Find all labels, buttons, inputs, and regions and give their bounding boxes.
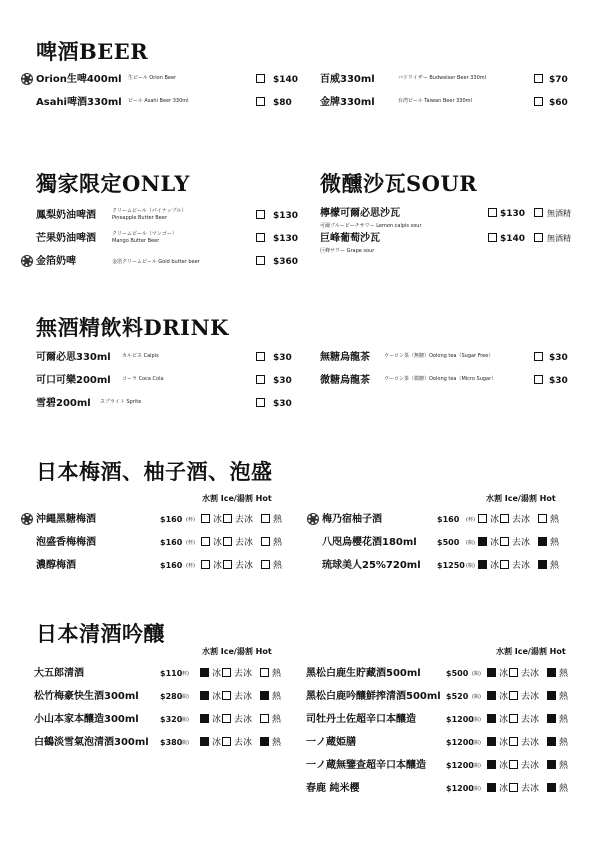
ice-label: 冰	[499, 715, 509, 725]
item-desc: スプライト Sprite	[100, 399, 142, 405]
ice-label: 冰	[212, 715, 222, 725]
no-ice-checkbox[interactable]	[509, 714, 518, 723]
item-price: $130	[273, 234, 299, 244]
item-name: 芒果奶油啤酒	[36, 233, 96, 244]
no-ice-checkbox[interactable]	[222, 691, 231, 700]
no-ice-label: 去冰	[234, 715, 253, 725]
item-price: $70	[549, 75, 568, 85]
ice-label: 冰	[499, 692, 509, 702]
no-ice-label: 去冰	[512, 538, 531, 548]
hot-checkbox[interactable]	[547, 691, 556, 700]
item-price: $280	[160, 692, 183, 701]
item-desc: ウーロン茶（無糖）Oolong tea（Sugar Free）	[384, 353, 494, 359]
item-name: Asahi啤酒330ml	[36, 97, 122, 108]
hot-label: 熱	[559, 669, 569, 679]
menu-item[interactable]	[306, 512, 596, 528]
menu-item[interactable]	[20, 712, 310, 728]
no-ice-label: 去冰	[234, 738, 253, 748]
price-unit: (瓶)	[472, 717, 481, 723]
item-price: $30	[273, 353, 292, 363]
ice-label: 冰	[212, 692, 222, 702]
item-price: $320	[160, 715, 183, 724]
ice-checkbox[interactable]	[200, 714, 209, 723]
item-price: $160	[160, 515, 183, 524]
recommended-icon	[22, 256, 32, 266]
no-ice-checkbox[interactable]	[509, 668, 518, 677]
menu-item[interactable]	[306, 735, 596, 751]
hot-checkbox[interactable]	[538, 537, 547, 546]
hot-checkbox[interactable]	[260, 714, 269, 723]
ice-checkbox[interactable]	[478, 537, 487, 546]
menu-item[interactable]	[20, 666, 310, 682]
menu-item[interactable]	[20, 72, 300, 88]
menu-item[interactable]	[20, 512, 310, 528]
item-name: 黑松白鹿吟釀鮮搾清酒500ml	[306, 691, 441, 702]
ice-checkbox[interactable]	[487, 668, 496, 677]
no-ice-checkbox[interactable]	[509, 760, 518, 769]
menu-item[interactable]	[20, 208, 300, 224]
item-name: 大五郎清酒	[34, 668, 84, 679]
price-unit: (杯)	[186, 540, 195, 546]
no-ice-label: 去冰	[521, 761, 540, 771]
item-desc-ja: クリームビール（パイナップル）	[112, 208, 187, 214]
no-ice-label: 去冰	[235, 538, 254, 548]
price-unit: (瓶)	[472, 763, 481, 769]
menu-item[interactable]	[20, 373, 300, 389]
no-ice-checkbox[interactable]	[223, 514, 232, 523]
menu-item[interactable]	[306, 666, 596, 682]
menu-item[interactable]	[20, 396, 300, 412]
item-desc-en: Mango Butter Beer	[112, 238, 160, 244]
order-checkbox[interactable]	[256, 210, 265, 219]
menu-item[interactable]	[20, 95, 300, 111]
menu-item[interactable]	[306, 781, 596, 797]
item-desc-ja: クリームビール（マンゴー）	[112, 231, 177, 237]
order-checkbox[interactable]	[534, 74, 543, 83]
ice-label: 冰	[499, 784, 509, 794]
ice-checkbox[interactable]	[200, 668, 209, 677]
item-name: 春鹿 純米櫻	[306, 783, 360, 794]
menu-item[interactable]	[306, 535, 596, 551]
item-name: 白鶴淡雪氣泡清酒300ml	[34, 737, 149, 748]
hot-label: 熱	[272, 692, 282, 702]
hot-checkbox[interactable]	[538, 514, 547, 523]
item-name: 黑松白鹿生貯藏酒500ml	[306, 668, 421, 679]
order-checkbox[interactable]	[256, 256, 265, 265]
item-price: $80	[273, 98, 292, 108]
item-price: $60	[549, 98, 568, 108]
order-checkbox[interactable]	[534, 352, 543, 361]
item-price: $1200	[446, 715, 474, 724]
item-price: $1200	[446, 738, 474, 747]
item-name: 巨峰葡萄沙瓦	[320, 233, 380, 244]
item-name: 八咫烏櫻花酒180ml	[322, 537, 417, 548]
item-desc: 生ビール Orion Beer	[128, 75, 177, 81]
item-desc-en: Pineapple Butter Beer	[112, 215, 167, 221]
hot-label: 熱	[273, 538, 283, 548]
item-desc: 可爾ブルーピーチサワー Lemon calpis sour	[320, 223, 422, 229]
column-header-left: 水割 Ice/湯割 Hot	[202, 494, 272, 503]
item-name: 小山本家本釀造300ml	[34, 714, 139, 725]
item-name: 沖繩黑糖梅酒	[36, 514, 96, 525]
menu-item[interactable]	[320, 350, 580, 366]
sour-section-title: 微醺沙瓦SOUR	[320, 171, 478, 196]
hot-checkbox[interactable]	[260, 691, 269, 700]
item-name: 濃醇梅酒	[36, 560, 76, 571]
menu-item[interactable]	[20, 558, 310, 574]
drink-section-title: 無酒精飲料DRINK	[36, 315, 229, 340]
no-ice-checkbox[interactable]	[500, 560, 509, 569]
column-header-right: 水割 Ice/湯割 Hot	[486, 494, 556, 503]
ice-label: 冰	[490, 538, 500, 548]
hot-label: 熱	[272, 669, 282, 679]
item-price: $360	[273, 257, 299, 267]
menu-item[interactable]	[20, 735, 310, 751]
hot-checkbox[interactable]	[261, 537, 270, 546]
item-name: 檸檬可爾必思沙瓦	[320, 208, 400, 219]
ice-label: 冰	[499, 738, 509, 748]
ice-label: 冰	[499, 669, 509, 679]
order-checkbox[interactable]	[256, 97, 265, 106]
price-unit: (瓶)	[472, 740, 481, 746]
hot-label: 熱	[272, 715, 282, 725]
item-desc: ウーロン茶（微糖）Oolong tea（Micro Sugar）	[384, 376, 497, 382]
order-checkbox[interactable]	[256, 233, 265, 242]
hot-label: 熱	[273, 515, 283, 525]
hot-label: 熱	[550, 561, 560, 571]
no-ice-label: 去冰	[521, 715, 540, 725]
ice-checkbox[interactable]	[201, 514, 210, 523]
price-unit: (杯)	[180, 671, 189, 677]
umeshu-section-title: 日本梅酒、柚子酒、泡盛	[36, 459, 273, 484]
menu-item[interactable]	[306, 558, 596, 574]
item-desc: 金箔クリームビール Gold butter beer	[112, 259, 200, 265]
ice-label: 冰	[213, 515, 223, 525]
order-checkbox[interactable]	[488, 233, 497, 242]
ice-label: 冰	[213, 561, 223, 571]
item-name: 雪碧200ml	[36, 398, 91, 409]
ice-label: 冰	[212, 669, 222, 679]
item-price: $130	[273, 211, 299, 221]
item-price: $1200	[446, 761, 474, 770]
no-ice-checkbox[interactable]	[222, 737, 231, 746]
menu-item[interactable]	[320, 72, 580, 88]
menu-item[interactable]	[306, 758, 596, 774]
item-price: $140	[500, 234, 526, 244]
price-unit: (瓶)	[180, 694, 189, 700]
no-ice-checkbox[interactable]	[222, 714, 231, 723]
no-ice-checkbox[interactable]	[223, 560, 232, 569]
item-desc: 台湾ビール Taiwan Beer 330ml	[398, 98, 472, 104]
hot-label: 熱	[559, 715, 569, 725]
order-checkbox[interactable]	[256, 352, 265, 361]
item-name: Orion生啤400ml	[36, 74, 122, 85]
menu-item[interactable]	[20, 689, 310, 705]
no-ice-label: 去冰	[521, 738, 540, 748]
ice-label: 冰	[499, 761, 509, 771]
item-name: 司牡丹土佐超辛口本釀造	[306, 714, 416, 725]
menu-item[interactable]	[320, 373, 580, 389]
no-ice-label: 去冰	[235, 561, 254, 571]
recommended-icon	[308, 514, 318, 524]
item-name: 可爾必思330ml	[36, 352, 111, 363]
no-ice-label: 去冰	[521, 669, 540, 679]
item-name: 梅乃宿柚子酒	[322, 514, 382, 525]
price-unit: (瓶)	[466, 540, 475, 546]
price-unit: (瓶)	[472, 694, 481, 700]
item-price: $380	[160, 738, 183, 747]
ice-checkbox[interactable]	[478, 514, 487, 523]
item-name: 金牌330ml	[320, 97, 375, 108]
order-checkbox[interactable]	[256, 375, 265, 384]
menu-item[interactable]	[320, 231, 590, 254]
no-ice-label: 去冰	[234, 669, 253, 679]
price-unit: (瓶)	[472, 786, 481, 792]
recommended-icon	[22, 74, 32, 84]
ice-checkbox[interactable]	[201, 560, 210, 569]
ice-checkbox[interactable]	[487, 783, 496, 792]
no-ice-label: 去冰	[521, 784, 540, 794]
sake-section-title: 日本清酒吟釀	[36, 621, 165, 646]
hot-label: 熱	[550, 538, 560, 548]
ice-checkbox[interactable]	[487, 737, 496, 746]
item-price: $520	[446, 692, 469, 701]
hot-checkbox[interactable]	[547, 714, 556, 723]
item-name: 一ノ蔵姫膳	[306, 737, 356, 748]
item-name: 金箔奶啤	[36, 256, 76, 267]
ice-label: 冰	[212, 738, 222, 748]
item-desc: コーラ Coca Cola	[122, 376, 164, 382]
menu-item[interactable]	[306, 689, 596, 705]
ice-label: 冰	[213, 538, 223, 548]
no-ice-checkbox[interactable]	[223, 537, 232, 546]
price-unit: (瓶)	[180, 740, 189, 746]
menu-item[interactable]	[320, 95, 580, 111]
non-alcoholic-label: 無酒精	[547, 234, 571, 243]
item-name: 百威330ml	[320, 74, 375, 85]
price-unit: (杯)	[186, 563, 195, 569]
item-desc: 巨峰サワー Grape sour	[320, 248, 375, 254]
item-price: $30	[273, 399, 292, 409]
item-price: $500	[446, 669, 469, 678]
menu-item[interactable]	[320, 206, 590, 229]
ice-label: 冰	[490, 561, 500, 571]
price-unit: (瓶)	[472, 671, 481, 677]
item-name: 泡盛香梅梅酒	[36, 537, 96, 548]
item-name: 可口可樂200ml	[36, 375, 111, 386]
hot-checkbox[interactable]	[538, 560, 547, 569]
item-name: 一ノ蔵無鑒查超辛口本釀造	[306, 760, 426, 771]
hot-checkbox[interactable]	[260, 737, 269, 746]
price-unit: (杯)	[466, 517, 475, 523]
column-header-left: 水割 Ice/湯割 Hot	[202, 647, 272, 656]
no-ice-label: 去冰	[512, 515, 531, 525]
item-price: $160	[437, 515, 460, 524]
item-desc: ビール Asahi Beer 330ml	[128, 98, 189, 104]
item-name: 微糖烏龍茶	[320, 375, 370, 386]
menu-item[interactable]	[20, 350, 300, 366]
item-price: $30	[549, 376, 568, 386]
menu-item[interactable]	[20, 231, 300, 247]
item-name: 無糖烏龍茶	[320, 352, 370, 363]
order-checkbox[interactable]	[534, 97, 543, 106]
hot-label: 熱	[559, 761, 569, 771]
ice-checkbox[interactable]	[200, 691, 209, 700]
hot-checkbox[interactable]	[261, 514, 270, 523]
hot-label: 熱	[550, 515, 560, 525]
non-alcoholic-checkbox[interactable]	[534, 233, 543, 242]
item-price: $1250	[437, 561, 465, 570]
hot-checkbox[interactable]	[260, 668, 269, 677]
order-checkbox[interactable]	[534, 375, 543, 384]
hot-checkbox[interactable]	[547, 668, 556, 677]
menu-item[interactable]	[20, 254, 300, 270]
no-ice-label: 去冰	[235, 515, 254, 525]
ice-checkbox[interactable]	[201, 537, 210, 546]
item-price: $30	[273, 376, 292, 386]
item-price: $140	[273, 75, 299, 85]
ice-checkbox[interactable]	[200, 737, 209, 746]
item-price: $1200	[446, 784, 474, 793]
item-price: $160	[160, 538, 183, 547]
price-unit: (杯)	[186, 517, 195, 523]
item-price: $160	[160, 561, 183, 570]
item-name: 松竹梅豪快生酒300ml	[34, 691, 139, 702]
no-ice-checkbox[interactable]	[500, 514, 509, 523]
ice-checkbox[interactable]	[487, 714, 496, 723]
item-price: $500	[437, 538, 460, 547]
no-ice-checkbox[interactable]	[500, 537, 509, 546]
no-ice-checkbox[interactable]	[222, 668, 231, 677]
no-ice-checkbox[interactable]	[509, 691, 518, 700]
hot-checkbox[interactable]	[547, 737, 556, 746]
ice-checkbox[interactable]	[487, 691, 496, 700]
item-price: $30	[549, 353, 568, 363]
no-ice-checkbox[interactable]	[509, 783, 518, 792]
ice-label: 冰	[490, 515, 500, 525]
order-checkbox[interactable]	[488, 208, 497, 217]
exclusive-section-title: 獨家限定ONLY	[36, 171, 190, 196]
no-ice-label: 去冰	[512, 561, 531, 571]
column-header-right: 水割 Ice/湯割 Hot	[496, 647, 566, 656]
item-name: 鳳梨奶油啤酒	[36, 210, 96, 221]
item-desc: カルピス Calpis	[122, 353, 159, 359]
hot-label: 熱	[559, 692, 569, 702]
hot-label: 熱	[272, 738, 282, 748]
item-price: $110	[160, 669, 183, 678]
item-price: $130	[500, 209, 526, 219]
item-name: 琉球美人25%720ml	[322, 560, 421, 571]
price-unit: (瓶)	[180, 717, 189, 723]
non-alcoholic-label: 無酒精	[547, 209, 571, 218]
hot-checkbox[interactable]	[547, 760, 556, 769]
ice-checkbox[interactable]	[478, 560, 487, 569]
hot-label: 熱	[559, 738, 569, 748]
item-desc: バドワイザー Budweiser Beer 330ml	[398, 75, 487, 81]
order-checkbox[interactable]	[256, 398, 265, 407]
order-checkbox[interactable]	[256, 74, 265, 83]
non-alcoholic-checkbox[interactable]	[534, 208, 543, 217]
hot-label: 熱	[273, 561, 283, 571]
hot-checkbox[interactable]	[547, 783, 556, 792]
menu-item[interactable]	[306, 712, 596, 728]
hot-checkbox[interactable]	[261, 560, 270, 569]
menu-item[interactable]	[20, 535, 310, 551]
hot-label: 熱	[559, 784, 569, 794]
recommended-icon	[22, 514, 32, 524]
price-unit: (瓶)	[466, 563, 475, 569]
no-ice-checkbox[interactable]	[509, 737, 518, 746]
ice-checkbox[interactable]	[487, 760, 496, 769]
beer-section-title: 啤酒BEER	[36, 39, 149, 64]
no-ice-label: 去冰	[521, 692, 540, 702]
no-ice-label: 去冰	[234, 692, 253, 702]
